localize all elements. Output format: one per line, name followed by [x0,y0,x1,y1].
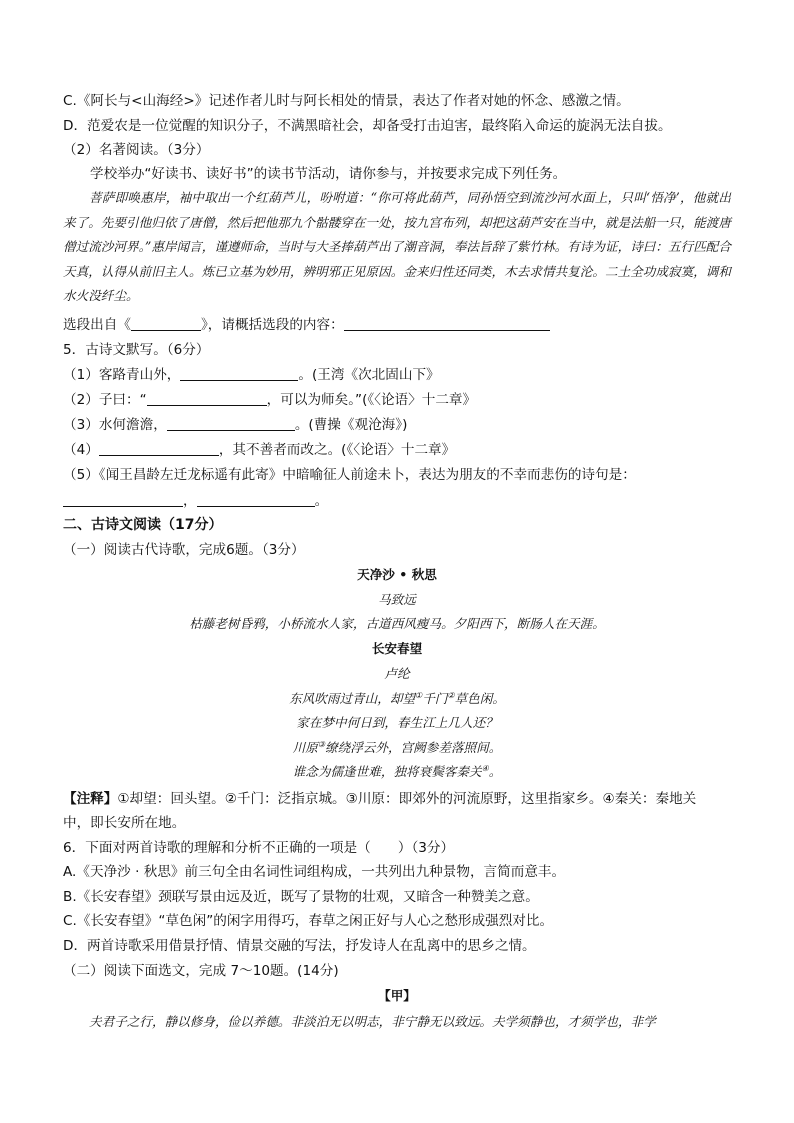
q5-blank-3[interactable] [167,416,295,431]
summary-blank[interactable] [344,316,550,331]
q5-item-3 [63,415,407,435]
poem-notes-cont: 中，即长安所在地。 [63,815,186,831]
note-label: 【注释】 [63,791,118,807]
poem1-title: 天净沙 • 秋思 [357,567,437,582]
jia-title: 【甲】 [378,988,416,1003]
q5-item-4 [63,440,455,460]
poem2-l1-a: 东风吹雨过青山，却望 [289,691,416,706]
q5-heading: 5．古诗文默写。（6分） [63,342,210,358]
poem2-l1-b: 千门 [422,691,448,706]
poem2-line-4 [63,762,731,782]
part2-heading: （二）阅读下面选文，完成 7～10题。(14分) [63,963,339,979]
q5-blank-4[interactable] [99,441,219,456]
poem-notes [63,789,696,809]
q5-item-3-source: 。(曹操《观沧海》) [294,417,408,433]
q6-option-b: B.《长安春望》颈联写景由远及近，既写了景物的壮观，又暗含一种赞美之意。 [63,889,539,905]
q5-item-2-text: （2）子曰：“ [63,392,147,408]
book-title-blank[interactable] [131,316,201,331]
poem2-l4-a: 谁念为儒逢世难，独将衰鬓客秦关 [292,764,482,779]
q6-option-c: C.《长安春望》“草色闲”的闲字用得巧，春草之闲正好与人心之愁形成强烈对比。 [63,913,554,929]
note-ref-1: ① [415,690,423,700]
q5-item-4-source: ，其不善者而改之。(《〈论语〉十二章》 [218,442,456,458]
q6-option-a: A.《天净沙 · 秋思》前三句全由名词性词组构成，一共列出九种景物，言简而意丰。 [63,864,566,880]
q5-blank-2[interactable] [147,391,267,406]
note-text-1: ①却望：回头望。②千门：泛指京城。③川原：即郊外的河流原野，这里指家乡。④秦关：秦地关 [117,791,697,807]
poem2-line-3 [63,738,731,758]
q5-item-3-text: （3）水何澹澹， [63,417,167,433]
q5-blank-1[interactable] [180,366,298,381]
jia-text: 夫君子之行，静以修身，俭以养德。非淡泊无以明志，非宁静无以致远。夫学须静也，才须学也，非学 [89,1014,656,1029]
novel-excerpt: 菩萨即唤惠岸，袖中取出一个红葫芦儿，吩咐道：“你可将此葫芦，同孙悟空到流沙河水面上，只叫‘悟净’，他就出来了。先要引他归依了唐僧，然后把他那九个骷髅穿在一处，按九宫布列，却把这葫芦安在当中，就是法船一只，能渡唐僧过流沙河界。”惠岸闻言，谨遵师命，当时与大圣捧葫芦出了潮音洞，奉法旨辞了紫竹林。有诗为证，诗曰：五行匹配合天真，认得从前旧主人。炼已立基为妙用，辨明邪正见原因。金来归性还同类，木去求情共复沦。二土全功成寂寞，调和水火没纤尘。 [63,190,731,303]
q5-item-1 [63,365,440,385]
task-middle: 》，请概括选段的内容： [200,317,344,333]
q5-item-5: （5）《闻王昌龄左迁龙标遥有此寄》中暗喻征人前途未卜，表达为朋友的不幸而悲伤的诗句是： [63,467,636,483]
q5-item-5-answer [63,491,328,511]
q5-item-4-text: （4） [63,442,99,458]
q5-item-2 [63,390,476,410]
poem2-line-2: 家在梦中何日到，春生江上几人还？ [296,715,498,730]
note-ref-3: ③ [317,739,326,749]
note-ref-4: ④ [481,763,489,773]
excerpt-task [63,315,550,335]
q5-blank-5b[interactable] [197,492,315,507]
poem2-l4-b: 。 [488,764,502,779]
q5-item-1-text: （1）客路青山外， [63,367,181,383]
q4-part2-heading: （2）名著阅读。（3分） [63,142,210,158]
q6-stem: 6．下面对两首诗歌的理解和分析不正确的一项是（ ）（3分） [63,840,455,856]
q5-blank-5a[interactable] [63,492,183,507]
q6-option-d: D．两首诗歌采用借景抒情、情景交融的写法，抒发诗人在乱离中的思乡之情。 [63,938,536,954]
section-2-heading: 二、古诗文阅读（17分） [63,517,223,533]
note-ref-2: ② [447,690,455,700]
q5-item-2-source: ，可以为师矣。”(《〈论语〉十二章》 [266,392,477,408]
q4-part2-intro: 学校举办“好读书、读好书”的读书节活动，请你参与，并按要求完成下列任务。 [90,166,567,182]
q4-option-d: D．范爱农是一位觉醒的知识分子，不满黑暗社会，却备受打击迫害，最终陷入命运的旋涡无法自拔。 [63,118,672,134]
poem1-author: 马致远 [378,592,416,607]
poem2-line-1 [63,689,731,709]
poem2-author: 卢纶 [384,666,410,681]
poem2-title: 长安春望 [371,641,423,656]
poem2-l1-c: 草色闲。 [454,691,505,706]
task-prefix: 选段出自《 [63,317,131,333]
comma: ， [183,493,197,509]
poem1-text: 枯藤老树昏鸦，小桥流水人家，古道西风瘦马。夕阳西下，断肠人在天涯。 [189,616,605,631]
poem2-l3-a: 川原 [292,740,318,755]
q4-option-c: C.《阿长与<山海经>》记述作者儿时与阿长相处的情景，表达了作者对她的怀念、感激之情。 [63,93,630,109]
q5-item-1-source: 。(王湾《次北固山下》 [298,367,440,383]
poem2-l3-b: 缭绕浮云外，宫阙参差落照间。 [325,740,502,755]
period: 。 [314,493,329,509]
section-2-part1: （一）阅读古代诗歌，完成6题。（3分） [63,542,305,558]
